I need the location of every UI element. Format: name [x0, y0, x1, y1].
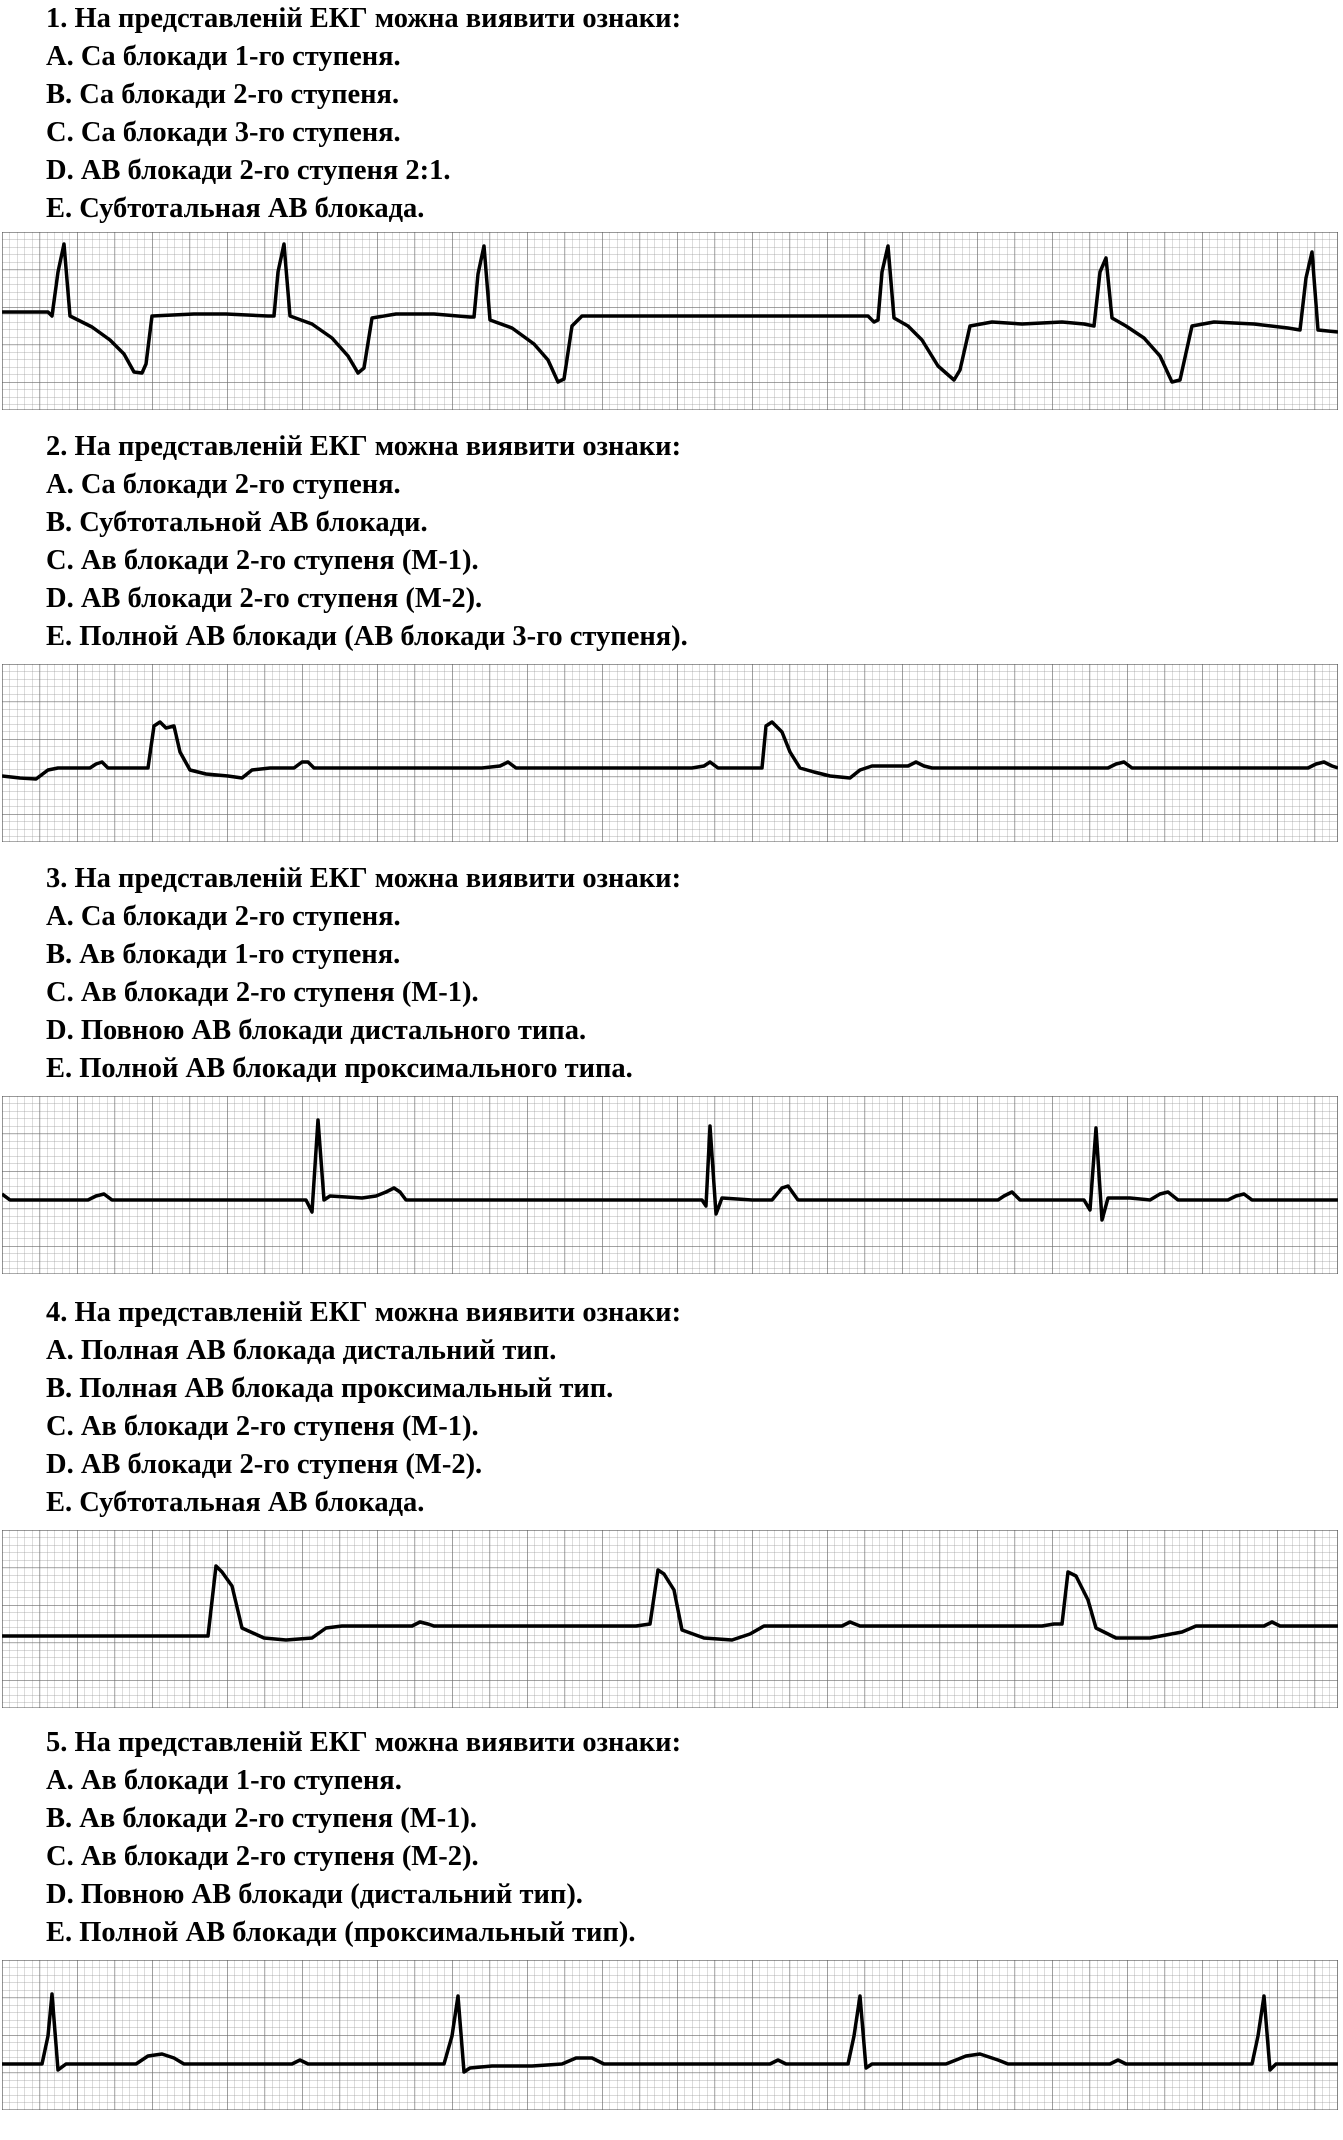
option-d: D. Повною АВ блокади (дистальний тип).: [46, 1879, 583, 1910]
question-5: [0, 1724, 1343, 1952]
option-e: E. Субтотальная АВ блокада.: [46, 1487, 425, 1518]
option-d: D. Повною АВ блокади дистального типа.: [46, 1015, 587, 1046]
option-b: B. Полная АВ блокада проксимальный тип.: [46, 1373, 614, 1404]
ecg-strip-3: [2, 1096, 1338, 1274]
option-e: E. Полной АВ блокади (проксимальный тип).: [46, 1917, 636, 1948]
ecg-strip-4: [2, 1530, 1338, 1708]
question-3: [0, 860, 1343, 1088]
ecg-strip-1: [2, 232, 1338, 410]
option-a: А. Са блокади 2-го ступеня.: [46, 901, 401, 932]
question-title: 5. На представленій ЕКГ можна виявити ознаки:: [46, 1727, 682, 1758]
option-a: А. Полная АВ блокада дистальний тип.: [46, 1335, 557, 1366]
option-c: C. Ав блокади 2-го ступеня (М-1).: [46, 1411, 479, 1442]
question-title: 1. На представленій ЕКГ можна виявити ознаки:: [46, 3, 682, 34]
option-d: D. АВ блокади 2-го ступеня (М-2).: [46, 1449, 483, 1480]
option-d: D. АВ блокади 2-го ступеня (М-2).: [46, 583, 483, 614]
option-b: B. Ав блокади 1-го ступеня.: [46, 939, 401, 970]
option-b: B. Са блокади 2-го ступеня.: [46, 79, 400, 110]
question-1: [0, 0, 1343, 228]
option-e: E. Полной АВ блокади (АВ блокади 3-го ступеня).: [46, 621, 688, 652]
option-e: E. Субтотальная АВ блокада.: [46, 193, 425, 224]
option-d: D. АВ блокади 2-го ступеня 2:1.: [46, 155, 451, 186]
option-b: B. Субтотальной АВ блокади.: [46, 507, 428, 538]
option-a: А. Ав блокади 1-го ступеня.: [46, 1765, 402, 1796]
ecg-strip-2: [2, 664, 1338, 842]
ecg-strip-5: [2, 1960, 1338, 2110]
option-c: C. Ав блокади 2-го ступеня (М-1).: [46, 545, 479, 576]
option-c: C. Ав блокади 2-го ступеня (М-1).: [46, 977, 479, 1008]
question-4: [0, 1294, 1343, 1522]
option-c: C. Са блокади 3-го ступеня.: [46, 117, 401, 148]
question-2: [0, 428, 1343, 656]
option-c: C. Ав блокади 2-го ступеня (М-2).: [46, 1841, 479, 1872]
option-a: А. Са блокади 1-го ступеня.: [46, 41, 401, 72]
option-b: B. Ав блокади 2-го ступеня (М-1).: [46, 1803, 477, 1834]
option-a: А. Са блокади 2-го ступеня.: [46, 469, 401, 500]
option-e: E. Полной АВ блокади проксимального типа.: [46, 1053, 633, 1084]
question-title: 3. На представленій ЕКГ можна виявити ознаки:: [46, 863, 682, 894]
question-title: 4. На представленій ЕКГ можна виявити ознаки:: [46, 1297, 682, 1328]
question-title: 2. На представленій ЕКГ можна виявити ознаки:: [46, 431, 682, 462]
